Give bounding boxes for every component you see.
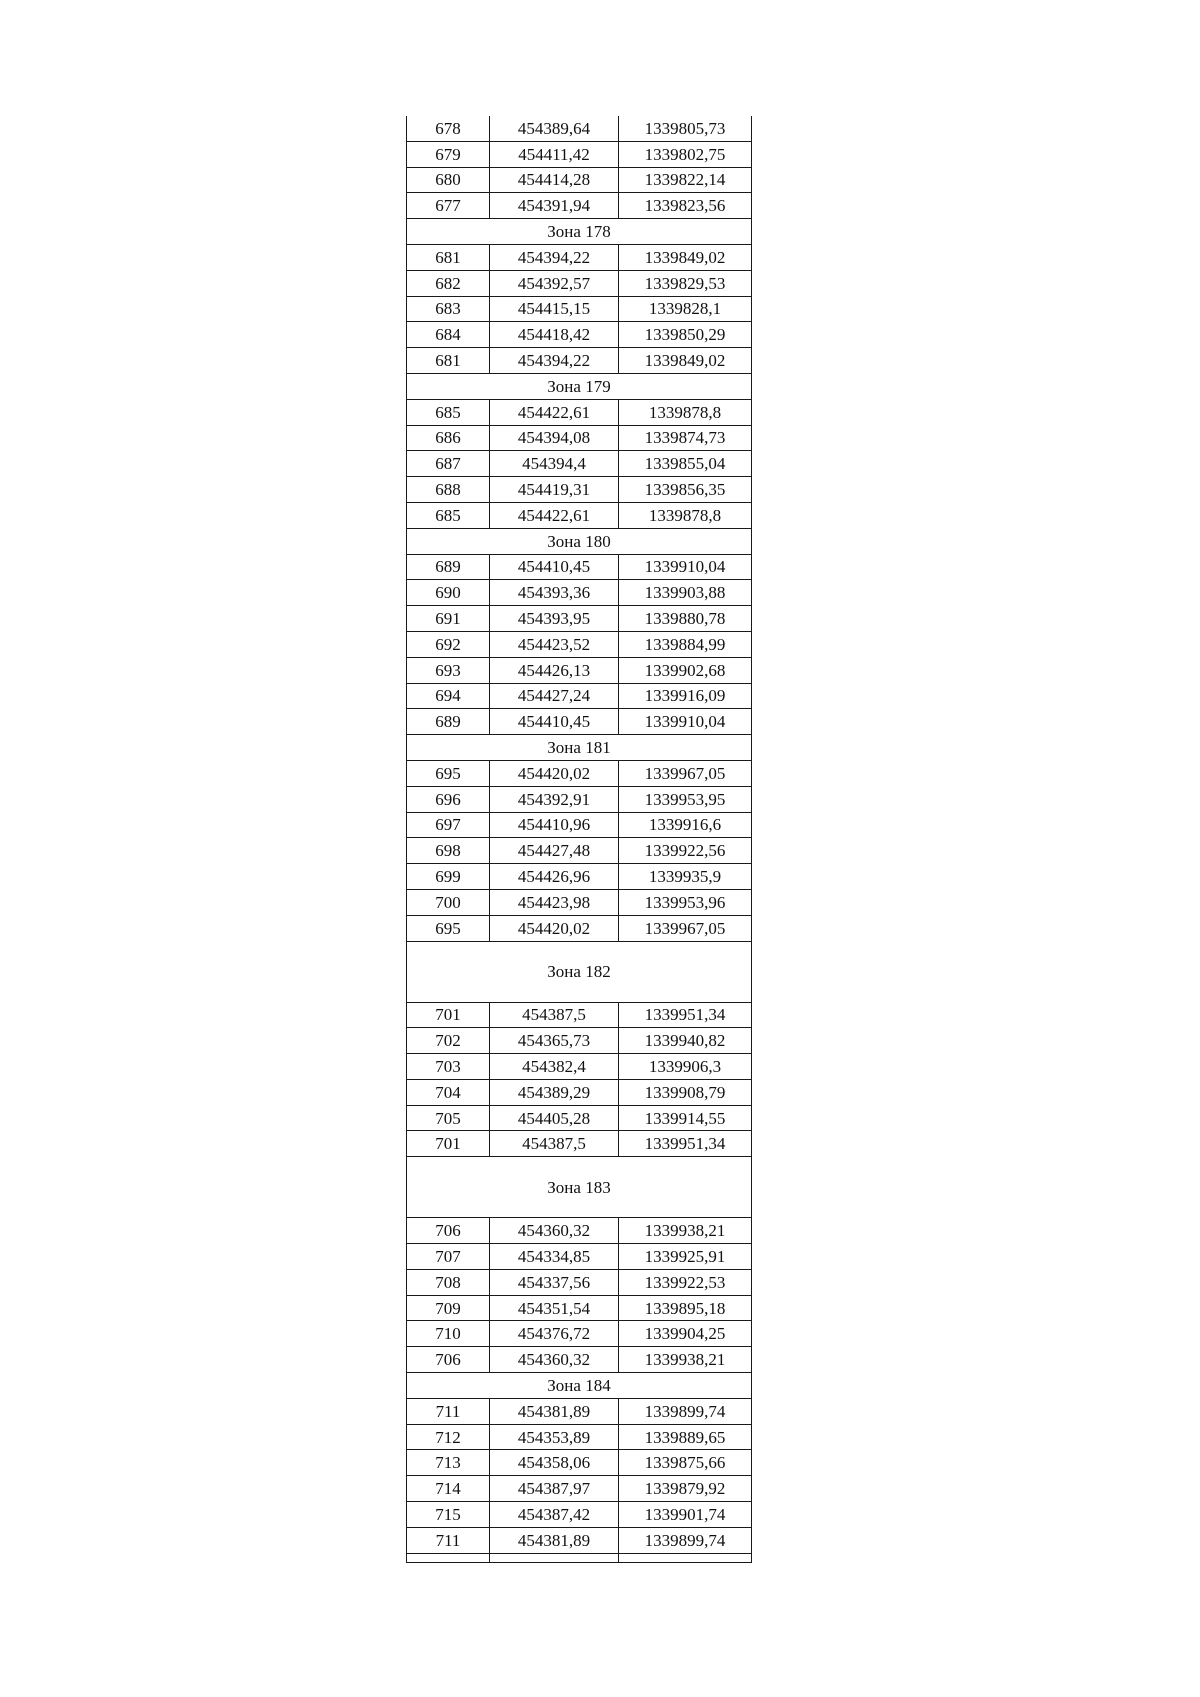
x-coordinate-cell: 454391,94 [490,193,619,219]
x-coordinate-cell: 454420,02 [490,760,619,786]
table-row [407,915,752,941]
table-row [407,889,752,915]
y-coordinate-cell: 1339879,92 [619,1476,752,1502]
y-coordinate-cell: 1339910,04 [619,554,752,580]
x-coordinate-cell: 454351,54 [490,1295,619,1321]
table-row [407,760,752,786]
x-coordinate-cell: 454426,13 [490,657,619,683]
table-row [407,451,752,477]
point-number-cell: 715 [407,1502,490,1528]
point-number-cell: 706 [407,1218,490,1244]
point-number-cell: 710 [407,1321,490,1347]
x-coordinate-cell: 454415,15 [490,296,619,322]
point-number-cell: 685 [407,399,490,425]
table-row [407,631,752,657]
point-number-cell: 679 [407,141,490,167]
point-number-cell: 704 [407,1079,490,1105]
point-number-cell: 689 [407,709,490,735]
y-coordinate-cell: 1339903,88 [619,580,752,606]
table-row [407,477,752,503]
y-coordinate-cell: 1339967,05 [619,760,752,786]
y-coordinate-cell: 1339916,6 [619,812,752,838]
y-coordinate-cell: 1339901,74 [619,1502,752,1528]
table-row [407,580,752,606]
x-coordinate-cell: 454394,4 [490,451,619,477]
point-number-cell: 701 [407,1131,490,1157]
point-number-cell: 705 [407,1105,490,1131]
table-row [407,1295,752,1321]
point-number-cell: 692 [407,631,490,657]
table-row [407,322,752,348]
zone-label: Зона 179 [407,373,752,399]
x-coordinate-cell: 454405,28 [490,1105,619,1131]
zone-header-row [407,735,752,761]
y-coordinate-cell: 1339938,21 [619,1347,752,1373]
table-row [407,1028,752,1054]
x-coordinate-cell: 454387,97 [490,1476,619,1502]
point-number-cell: 695 [407,915,490,941]
table-row [407,1502,752,1528]
table-row [407,1398,752,1424]
y-coordinate-cell: 1339878,8 [619,399,752,425]
x-coordinate-cell: 454422,61 [490,399,619,425]
point-number-cell: 689 [407,554,490,580]
zone-label: Зона 178 [407,219,752,245]
point-number-cell: 678 [407,116,490,141]
point-number-cell: 709 [407,1295,490,1321]
point-number-cell: 684 [407,322,490,348]
y-coordinate-cell: 1339935,9 [619,864,752,890]
x-coordinate-cell: 454426,96 [490,864,619,890]
point-number-cell: 690 [407,580,490,606]
x-coordinate-cell: 454387,5 [490,1131,619,1157]
x-coordinate-cell: 454387,42 [490,1502,619,1528]
x-coordinate-cell: 454411,42 [490,141,619,167]
document-page [406,116,750,1563]
y-coordinate-cell: 1339899,74 [619,1398,752,1424]
point-number-cell: 685 [407,502,490,528]
x-coordinate-cell: 454337,56 [490,1269,619,1295]
y-coordinate-cell: 1339902,68 [619,657,752,683]
y-coordinate-cell: 1339849,02 [619,348,752,374]
coordinates-table-body [407,116,752,1562]
y-coordinate-cell: 1339829,53 [619,270,752,296]
point-number-cell: 707 [407,1244,490,1270]
x-coordinate-cell: 454422,61 [490,502,619,528]
table-row [407,786,752,812]
y-coordinate-cell: 1339875,66 [619,1450,752,1476]
point-number-cell: 696 [407,786,490,812]
y-coordinate-cell: 1339856,35 [619,477,752,503]
x-coordinate-cell: 454381,89 [490,1527,619,1553]
y-coordinate-cell: 1339938,21 [619,1218,752,1244]
y-coordinate-cell: 1339878,8 [619,502,752,528]
x-coordinate-cell: 454410,45 [490,554,619,580]
x-coordinate-cell: 454394,22 [490,348,619,374]
x-coordinate-cell: 454394,08 [490,425,619,451]
y-coordinate-cell: 1339967,05 [619,915,752,941]
table-row [407,1079,752,1105]
y-coordinate-cell: 1339951,34 [619,1131,752,1157]
zone-label: Зона 184 [407,1373,752,1399]
x-coordinate-cell: 454427,24 [490,683,619,709]
table-row [407,812,752,838]
x-coordinate-cell: 454410,96 [490,812,619,838]
x-coordinate-cell: 454418,42 [490,322,619,348]
table-row [407,1321,752,1347]
y-coordinate-cell: 1339880,78 [619,606,752,632]
y-coordinate-cell: 1339910,04 [619,709,752,735]
table-row [407,1054,752,1080]
x-coordinate-cell: 454353,89 [490,1424,619,1450]
table-row [407,502,752,528]
y-coordinate-cell: 1339904,25 [619,1321,752,1347]
empty-cell [490,1553,619,1562]
y-coordinate-cell: 1339914,55 [619,1105,752,1131]
table-row [407,1244,752,1270]
table-row [407,1269,752,1295]
table-row [407,709,752,735]
point-number-cell: 686 [407,425,490,451]
y-coordinate-cell: 1339906,3 [619,1054,752,1080]
table-row [407,1105,752,1131]
table-row [407,244,752,270]
x-coordinate-cell: 454419,31 [490,477,619,503]
y-coordinate-cell: 1339884,99 [619,631,752,657]
point-number-cell: 700 [407,889,490,915]
y-coordinate-cell: 1339802,75 [619,141,752,167]
y-coordinate-cell: 1339823,56 [619,193,752,219]
table-row [407,116,752,141]
point-number-cell: 687 [407,451,490,477]
y-coordinate-cell: 1339899,74 [619,1527,752,1553]
x-coordinate-cell: 454358,06 [490,1450,619,1476]
point-number-cell: 708 [407,1269,490,1295]
table-row [407,270,752,296]
y-coordinate-cell: 1339849,02 [619,244,752,270]
x-coordinate-cell: 454389,29 [490,1079,619,1105]
table-row [407,425,752,451]
x-coordinate-cell: 454389,64 [490,116,619,141]
x-coordinate-cell: 454376,72 [490,1321,619,1347]
x-coordinate-cell: 454427,48 [490,838,619,864]
x-coordinate-cell: 454382,4 [490,1054,619,1080]
coordinates-table [406,116,752,1563]
table-row [407,1450,752,1476]
y-coordinate-cell: 1339922,53 [619,1269,752,1295]
table-trailing-row [407,1553,752,1562]
y-coordinate-cell: 1339922,56 [619,838,752,864]
table-row [407,1131,752,1157]
x-coordinate-cell: 454381,89 [490,1398,619,1424]
point-number-cell: 688 [407,477,490,503]
point-number-cell: 697 [407,812,490,838]
table-row [407,399,752,425]
point-number-cell: 711 [407,1398,490,1424]
point-number-cell: 694 [407,683,490,709]
zone-label: Зона 183 [407,1157,752,1218]
y-coordinate-cell: 1339874,73 [619,425,752,451]
point-number-cell: 681 [407,348,490,374]
empty-cell [619,1553,752,1562]
point-number-cell: 699 [407,864,490,890]
zone-header-row [407,1157,752,1218]
y-coordinate-cell: 1339953,96 [619,889,752,915]
x-coordinate-cell: 454387,5 [490,1002,619,1028]
point-number-cell: 695 [407,760,490,786]
y-coordinate-cell: 1339822,14 [619,167,752,193]
point-number-cell: 703 [407,1054,490,1080]
table-row [407,1476,752,1502]
point-number-cell: 711 [407,1527,490,1553]
zone-header-row [407,941,752,1002]
table-row [407,683,752,709]
x-coordinate-cell: 454393,95 [490,606,619,632]
zone-header-row [407,1373,752,1399]
table-row [407,167,752,193]
x-coordinate-cell: 454334,85 [490,1244,619,1270]
point-number-cell: 714 [407,1476,490,1502]
table-row [407,296,752,322]
point-number-cell: 693 [407,657,490,683]
zone-label: Зона 182 [407,941,752,1002]
x-coordinate-cell: 454394,22 [490,244,619,270]
x-coordinate-cell: 454360,32 [490,1347,619,1373]
point-number-cell: 713 [407,1450,490,1476]
zone-label: Зона 180 [407,528,752,554]
table-row [407,554,752,580]
x-coordinate-cell: 454414,28 [490,167,619,193]
table-row [407,1218,752,1244]
point-number-cell: 680 [407,167,490,193]
table-row [407,348,752,374]
y-coordinate-cell: 1339908,79 [619,1079,752,1105]
table-row [407,141,752,167]
y-coordinate-cell: 1339828,1 [619,296,752,322]
zone-header-row [407,219,752,245]
x-coordinate-cell: 454360,32 [490,1218,619,1244]
x-coordinate-cell: 454393,36 [490,580,619,606]
x-coordinate-cell: 454420,02 [490,915,619,941]
point-number-cell: 706 [407,1347,490,1373]
y-coordinate-cell: 1339916,09 [619,683,752,709]
table-row [407,864,752,890]
empty-cell [407,1553,490,1562]
table-row [407,1002,752,1028]
x-coordinate-cell: 454392,57 [490,270,619,296]
point-number-cell: 677 [407,193,490,219]
y-coordinate-cell: 1339953,95 [619,786,752,812]
y-coordinate-cell: 1339940,82 [619,1028,752,1054]
table-row [407,1527,752,1553]
y-coordinate-cell: 1339889,65 [619,1424,752,1450]
table-row [407,838,752,864]
point-number-cell: 691 [407,606,490,632]
point-number-cell: 702 [407,1028,490,1054]
y-coordinate-cell: 1339805,73 [619,116,752,141]
y-coordinate-cell: 1339951,34 [619,1002,752,1028]
point-number-cell: 712 [407,1424,490,1450]
x-coordinate-cell: 454365,73 [490,1028,619,1054]
point-number-cell: 681 [407,244,490,270]
y-coordinate-cell: 1339895,18 [619,1295,752,1321]
point-number-cell: 683 [407,296,490,322]
table-row [407,606,752,632]
table-row [407,1424,752,1450]
point-number-cell: 698 [407,838,490,864]
y-coordinate-cell: 1339855,04 [619,451,752,477]
x-coordinate-cell: 454423,98 [490,889,619,915]
table-row [407,193,752,219]
y-coordinate-cell: 1339850,29 [619,322,752,348]
table-row [407,657,752,683]
table-row [407,1347,752,1373]
zone-header-row [407,528,752,554]
zone-label: Зона 181 [407,735,752,761]
x-coordinate-cell: 454410,45 [490,709,619,735]
point-number-cell: 682 [407,270,490,296]
x-coordinate-cell: 454392,91 [490,786,619,812]
zone-header-row [407,373,752,399]
point-number-cell: 701 [407,1002,490,1028]
y-coordinate-cell: 1339925,91 [619,1244,752,1270]
x-coordinate-cell: 454423,52 [490,631,619,657]
